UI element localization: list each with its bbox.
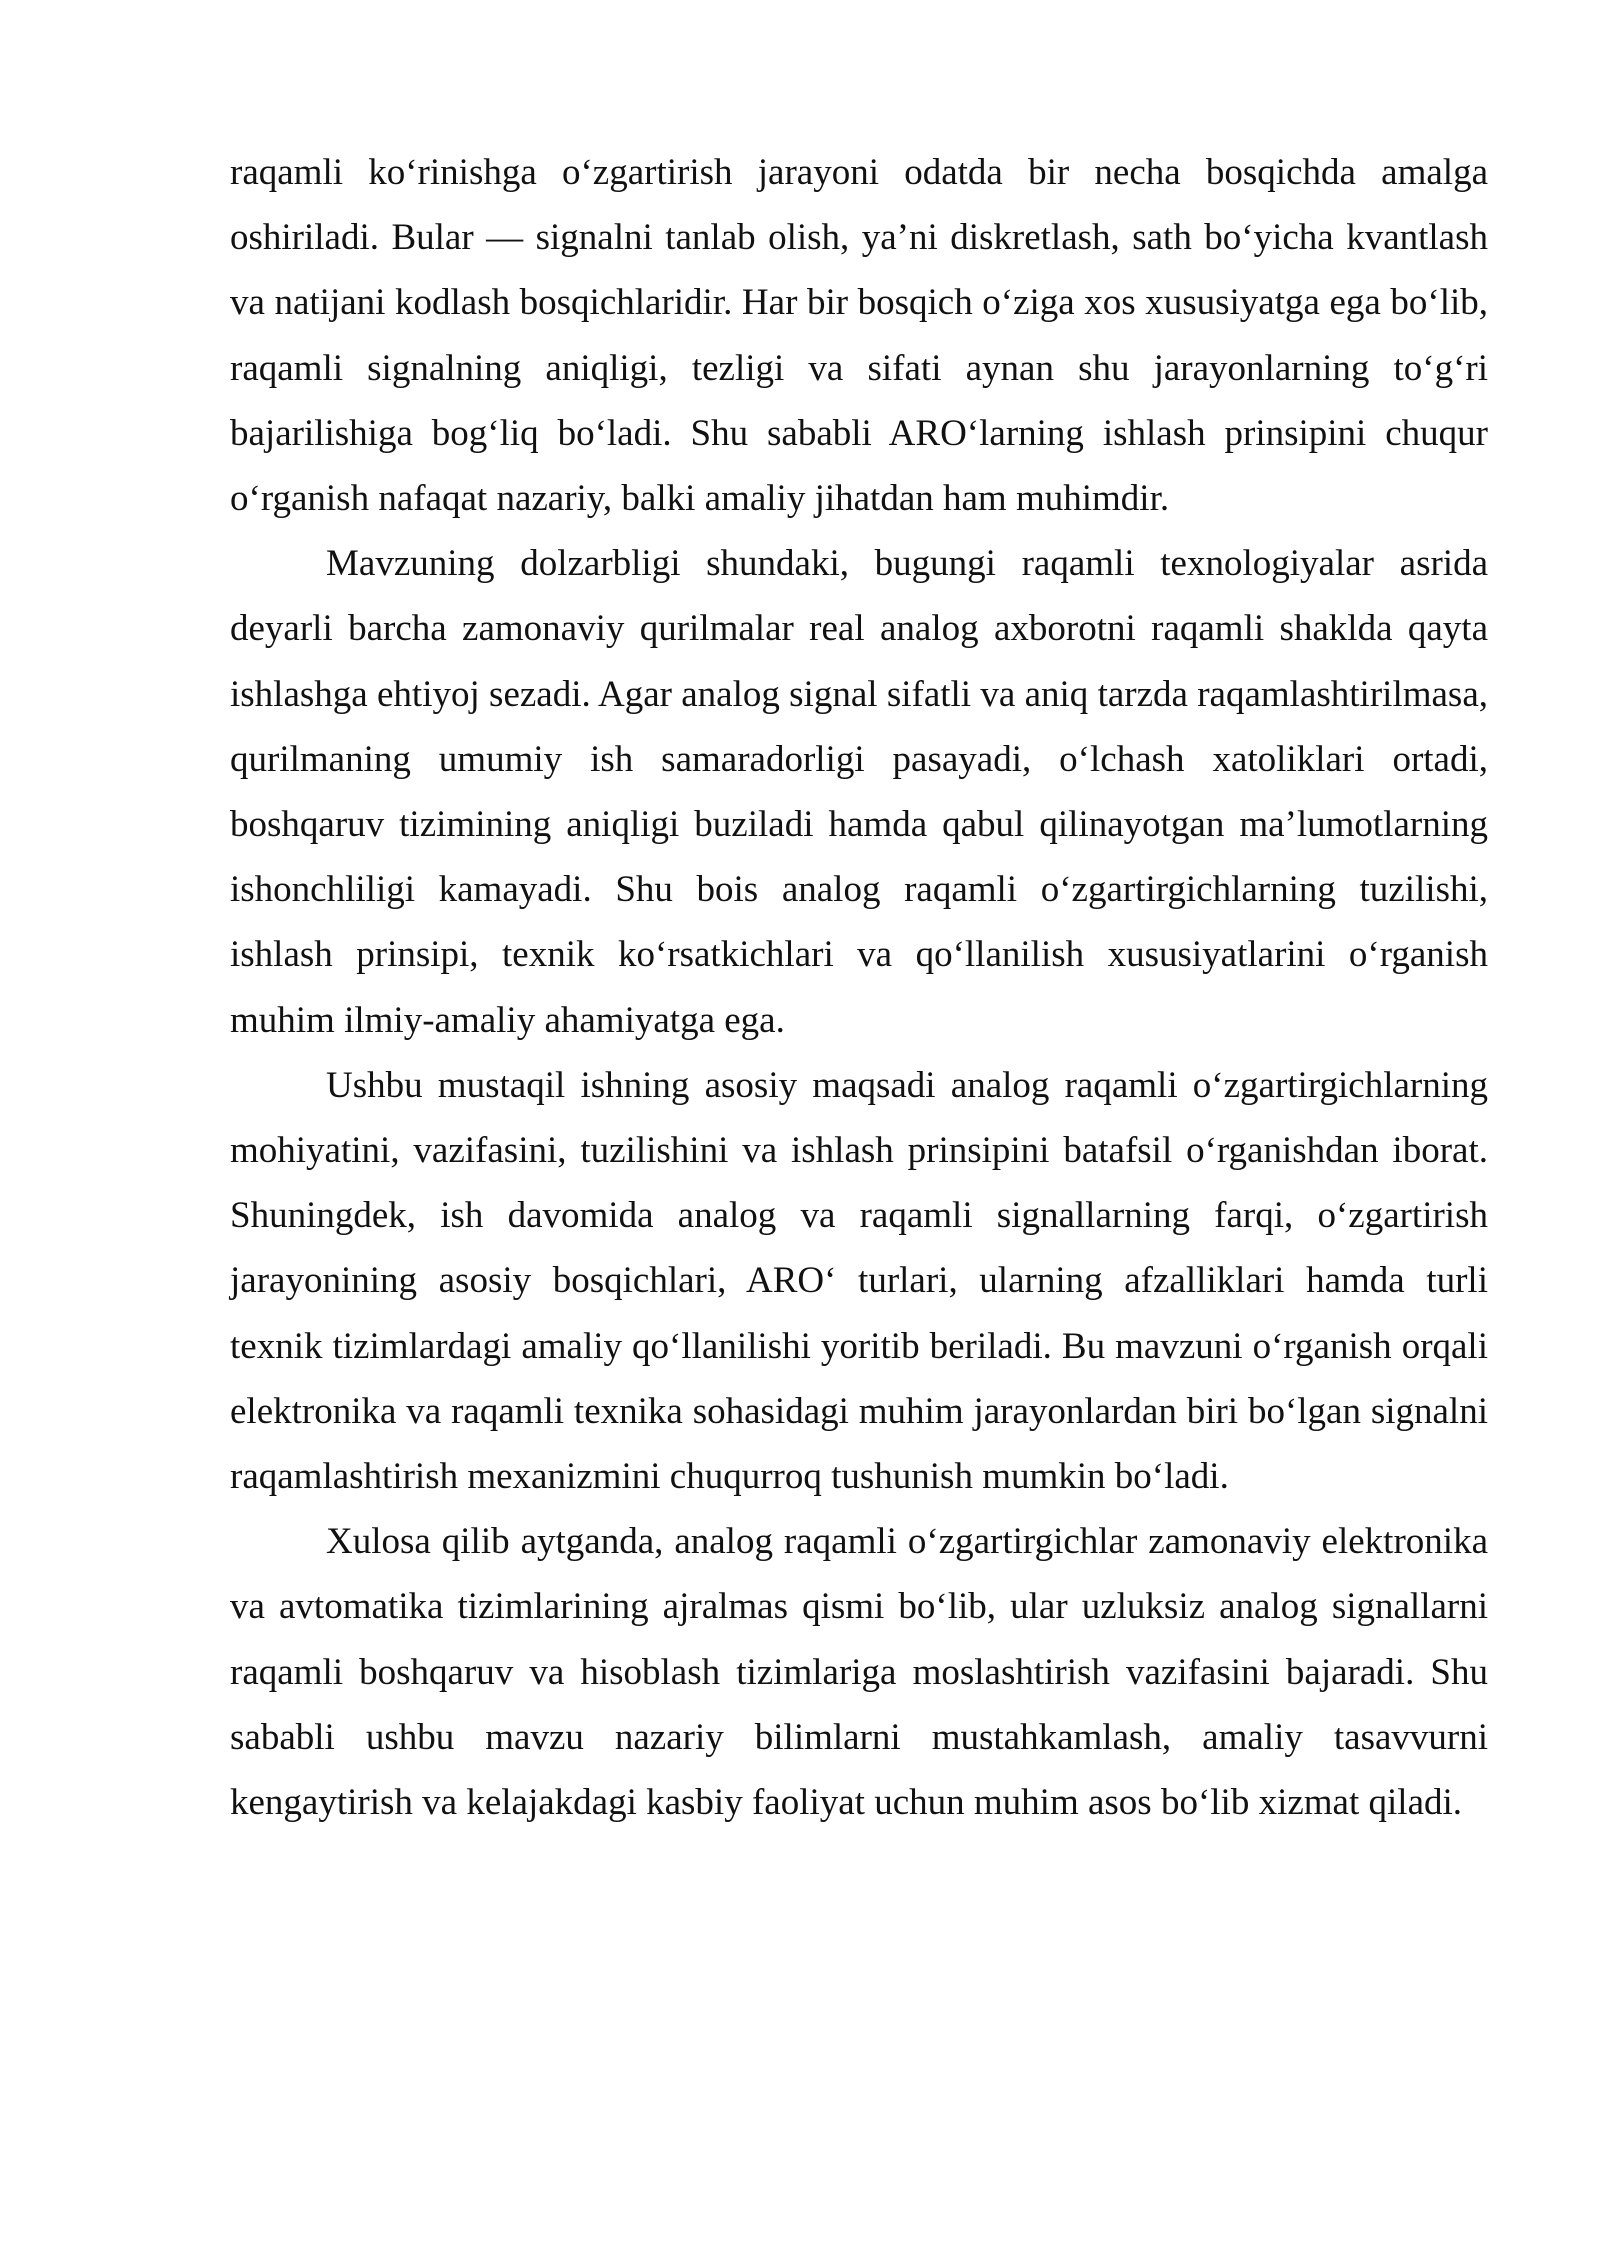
paragraph-1: raqamli ko‘rinishga o‘zgartirish jarayoni odatda bir necha bosqichda amalga oshiriladi. Bular — signalni tanlab olish, ya’ni diskretlash, sath bo‘yicha kvantlash va natijani kodlash bosqichlaridir. Har bir bosqich o‘ziga xos xususiyatga ega bo‘lib, raqamli signalning aniqligi, tezligi va sifati aynan shu jarayonlarning to‘g‘ri bajarilishiga bog‘liq bo‘ladi. Shu sababli ARO‘larning ishlash prinsipini chuqur o‘rganish nafaqat nazariy, balki amaliy jihatdan ham muhimdir. (230, 152, 1488, 520)
paragraph-3: Ushbu mustaqil ishning asosiy maqsadi analog raqamli o‘zgartirgichlarning mohiyatini, vazifasini, tuzilishini va ishlash prinsipini batafsil o‘rganishdan iborat. Shuningdek, ish davomida analog va raqamli signallarning farqi, o‘zgartirish jarayonining asosiy bosqichlari, ARO‘ turlari, ularning afzalliklari hamda turli texnik tizimlardagi amaliy qo‘llanilishi yoritib beriladi. Bu mavzuni o‘rganish orqali elektronika va raqamli texnika sohasidagi muhim jarayonlardan biri bo‘lgan signalni raqamlashtirish mexanizmini chuqurroq tushunish mumkin bo‘ladi. (230, 1064, 1488, 1498)
paragraph-4: Xulosa qilib aytganda, analog raqamli o‘zgartirgichlar zamonaviy elektronika va avtomatika tizimlarining ajralmas qismi bo‘lib, ular uzluksiz analog signallarni raqamli boshqaruv va hisoblash tizimlariga moslashtirish vazifasini bajaradi. Shu sababli ushbu mavzu nazariy bilimlarni mustahkamlash, amaliy tasavvurni kengaytirish va kelajakdagi kasbiy faoliyat uchun muhim asos bo‘lib xizmat qiladi. (230, 1521, 1488, 1824)
document-page (230, 140, 1488, 1835)
paragraph-2: Mavzuning dolzarbligi shundaki, bugungi raqamli texnologiyalar asrida deyarli barcha zamonaviy qurilmalar real analog axborotni raqamli shaklda qayta ishlashga ehtiyoj sezadi. Agar analog signal sifatli va aniq tarzda raqamlashtirilmasa, qurilmaning umumiy ish samaradorligi pasayadi, o‘lchash xatoliklari ortadi, boshqaruv tizimining aniqligi buziladi hamda qabul qilinayotgan ma’lumotlarning ishonchliligi kamayadi. Shu bois analog raqamli o‘zgartirgichlarning tuzilishi, ishlash prinsipi, texnik ko‘rsatkichlari va qo‘llanilish xususiyatlarini o‘rganish muhim ilmiy-amaliy ahamiyatga ega. (230, 543, 1488, 1041)
